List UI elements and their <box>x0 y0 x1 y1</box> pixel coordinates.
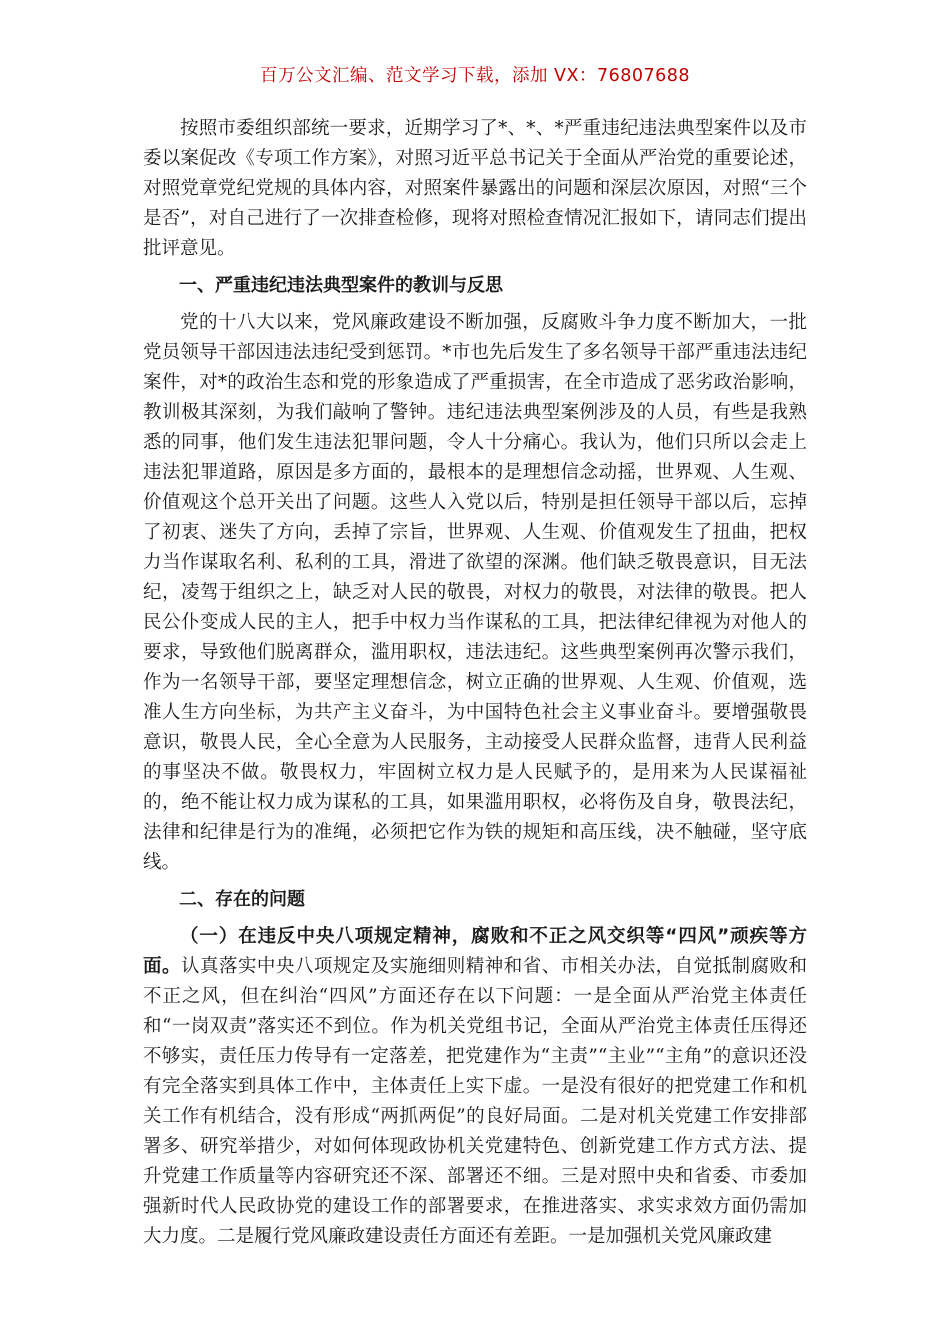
section-2-heading: 二、存在的问题 <box>179 889 305 910</box>
section-1-body: 党的十八大以来，党风廉政建设不断加强，反腐败斗争力度不断加大，一批党员领导干部因违法违纪受到惩罚。*市也先后发生了多名领导干部严重违法违纪案件，对*的政治生态和党的形象造成了严重损害，在全市造成了恶劣政治影响，教训极其深刻，为我们敲响了警钟。违纪违法典型案例涉及的人员，有些是我熟悉的同事，他们发生违法犯罪问题，令人十分痛心。我认为，他们只所以会走上违法犯罪道路，原因是多方面的，最根本的是理想信念动摇，世界观、人生观、价值观这个总开关出了问题。这些人入党以后，特别是担任领导干部以后，忘掉了初衷、迷失了方向，丢掉了宗旨，世界观、人生观、价值观发生了扭曲，把权力当作谋取名利、私利的工具，滑进了欲望的深渊。他们缺乏敬畏意识，目无法纪，凌驾于组织之上，缺乏对人民的敬畏，对权力的敬畏，对法律的敬畏。把人民公仆变成人民的主人，把手中权力当作谋私的工具，把法律纪律视为对他人的要求，导致他们脱离群众，滥用职权，违法违纪。这些典型案例再次警示我们，作为一名领导干部，要坚定理想信念，树立正确的世界观、人生观、价值观，选准人生方向坐标，为共产主义奋斗，为中国特色社会主义事业奋斗。要增强敬畏意识，敬畏人民，全心全意为人民服务，主动接受人民群众监督，违背人民利益的事坚决不做。敬畏权力，牢固树立权力是人民赋予的，是用来为人民谋福祉的，绝不能让权力成为谋私的工具，如果滥用职权，必将伤及自身，敬畏法纪，法律和纪律是行为的准绳，必须把它作为铁的规矩和高压线，决不触碰，坚守底线。 <box>143 312 807 873</box>
section-2-paragraph <box>143 922 807 1252</box>
subsection-1-title: （一）在违反中央八项规定精神，腐败和不正之风交织等“四风”顽疾等方面。 <box>143 926 807 977</box>
subsection-1-body: 认真落实中央八项规定及实施细则精神和省、市相关办法，自觉抵制腐败和不正之风，但在纠治“四风”方面还存在以下问题：一是全面从严治党主体责任和“一岗双责”落实还不到位。作为机关党组书记，全面从严治党主体责任压得还不够实，责任压力传导有一定落差，把党建作为“主责”“主业”“主角”的意识还没有完全落实到具体工作中，主体责任上实下虚。一是没有很好的把党建工作和机关工作有机结合，没有形成“两抓两促”的良好局面。二是对机关党建工作安排部署多、研究举措少，对如何体现政协机关党建特色、创新党建工作方式方法、提升党建工作质量等内容研究还不深、部署还不细。三是对照中央和省委、市委加强新时代人民政协党的建设工作的部署要求，在推进落实、求实求效方面仍需加大力度。二是履行党风廉政建设责任方面还有差距。一是加强机关党风廉政建 <box>143 956 807 1247</box>
section-1-heading: 一、严重违纪违法典型案件的教训与反思 <box>179 275 503 296</box>
watermark-header: 百万公文汇编、范文学习下载，添加 VX：76807688 <box>259 66 691 86</box>
intro-paragraph: 按照市委组织部统一要求，近期学习了*、*、*严重违纪违法典型案件以及市委以案促改《专项工作方案》，对照习近平总书记关于全面从严治党的重要论述，对照党章党纪党规的具体内容，对照案件暴露出的问题和深层次原因，对照“三个是否”，对自己进行了一次排查检修，现将对照检查情况汇报如下，请同志们提出批评意见。 <box>143 118 807 259</box>
